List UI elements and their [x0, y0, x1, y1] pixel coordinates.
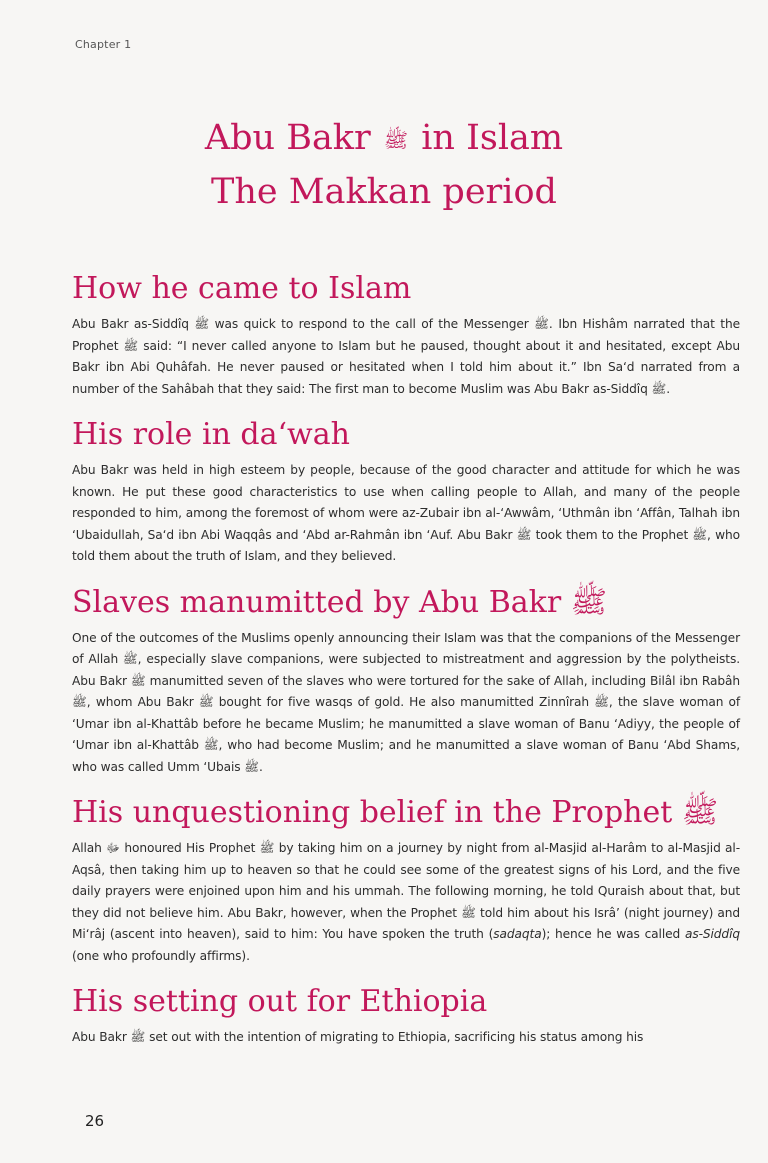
section-heading-slaves-manumitted: Slaves manumitted by Abu Bakr ﷺ	[72, 584, 607, 620]
chapter-title	[0, 112, 768, 218]
chapter-title-line-2: The Makkan period	[211, 171, 557, 212]
paragraph-text: (one who profoundly affirms).	[72, 948, 250, 963]
section-heading-unquestioning-belief: His unquestioning belief in the Prophet ﷺ	[72, 795, 719, 830]
section-paragraph-came-to-islam: Abu Bakr as-Siddîq ﷺ was quick to respond to the call of the Messenger ﷺ. Ibn Hishâm narrated that the Prophet ﷺ said: “I never called anyone to Islam but he paused, thought about it and hesitated, except Abu Bakr ibn Abi Quhâfah. He never paused or hesitated when I told him about it.” Ibn Sa‘d narrated from a number of the Sahâbah that they said: The first man to become Muslim was Abu Bakr as-Siddîq ﷺ.	[72, 317, 740, 396]
section-paragraph-role-in-dawah: Abu Bakr was held in high esteem by people, because of the good character and attitude for which he was known. He put these good characteristics to use when calling people to Allah, and many of the people responded to him, among the foremost of whom were az-Zubair ibn al-‘Awwâm, ‘Uthmân ibn ‘Affân, Talhah ibn ‘Ubaidullah, Sa‘d ibn Abi Waqqâs and ‘Abd ar-Rahmân ibn ‘Auf. Abu Bakr ﷺ took them to the Prophet ﷺ, who told them about the truth of Islam, and they believed.	[72, 463, 740, 563]
paragraph-text: Allah ﷻ honoured His Prophet ﷺ by taking him on a journey by night from al-Masjid al-Harâm to al-Masjid al-Aqsâ, then taking him up to heaven so that he could see some of the greatest signs of his Lord, and the five daily prayers were enjoined upon him and his ummah. The following morning, he told Quraish about that, but they did not believe him. Abu Bakr, however, when the Prophet ﷺ told him about his Isrâ’ (night journey) and Mi‘râj (ascent into heaven), said to him: You have spoken the truth (	[72, 841, 741, 941]
honorific-calligraphy-icon: ﷺ	[383, 127, 409, 152]
italic-term-sadaqta: sadaqta	[493, 927, 542, 941]
title-text-post: in Islam	[421, 118, 564, 158]
title-text-pre: Abu Bakr	[204, 118, 371, 158]
section-heading-role-in-dawah: His role in da‘wah	[72, 417, 350, 452]
section-paragraph-ethiopia: Abu Bakr ﷺ set out with the intention of migrating to Ethiopia, sacrificing his status among his	[72, 1030, 644, 1044]
section-paragraph-slaves-manumitted: One of the outcomes of the Muslims openly announcing their Islam was that the companions of the Messenger of Allah ﷺ, especially slave companions, were subjected to mistreatment and aggression by the polytheists. Abu Bakr ﷺ manumitted seven of the slaves who were tortured for the sake of Allah, including Bilâl ibn Rabâh ﷺ, whom Abu Bakr ﷺ bought for five wasqs of gold. He also manumitted Zinnîrah ﷺ, the slave woman of ‘Umar ibn al-Khattâb before he became Muslim; he manumitted a slave woman of Banu ‘Adiyy, the people of ‘Umar ibn al-Khattâb ﷺ, who had become Muslim; and he manumitted a slave woman of Banu ‘Abd Shams, who was called Umm ‘Ubais ﷺ.	[72, 630, 741, 774]
italic-term-as-siddiq: as-Siddîq	[684, 927, 740, 941]
chapter-title-line-1	[0, 112, 768, 166]
section-heading-came-to-islam: How he came to Islam	[72, 271, 412, 306]
section-paragraph-unquestioning-belief	[72, 838, 740, 967]
section-heading-ethiopia: His setting out for Ethiopia	[72, 984, 488, 1019]
paragraph-text: ); hence he was called	[541, 927, 685, 941]
page-body	[72, 270, 740, 1065]
page-number: 26	[85, 1112, 105, 1130]
running-head: Chapter 1	[75, 38, 132, 51]
